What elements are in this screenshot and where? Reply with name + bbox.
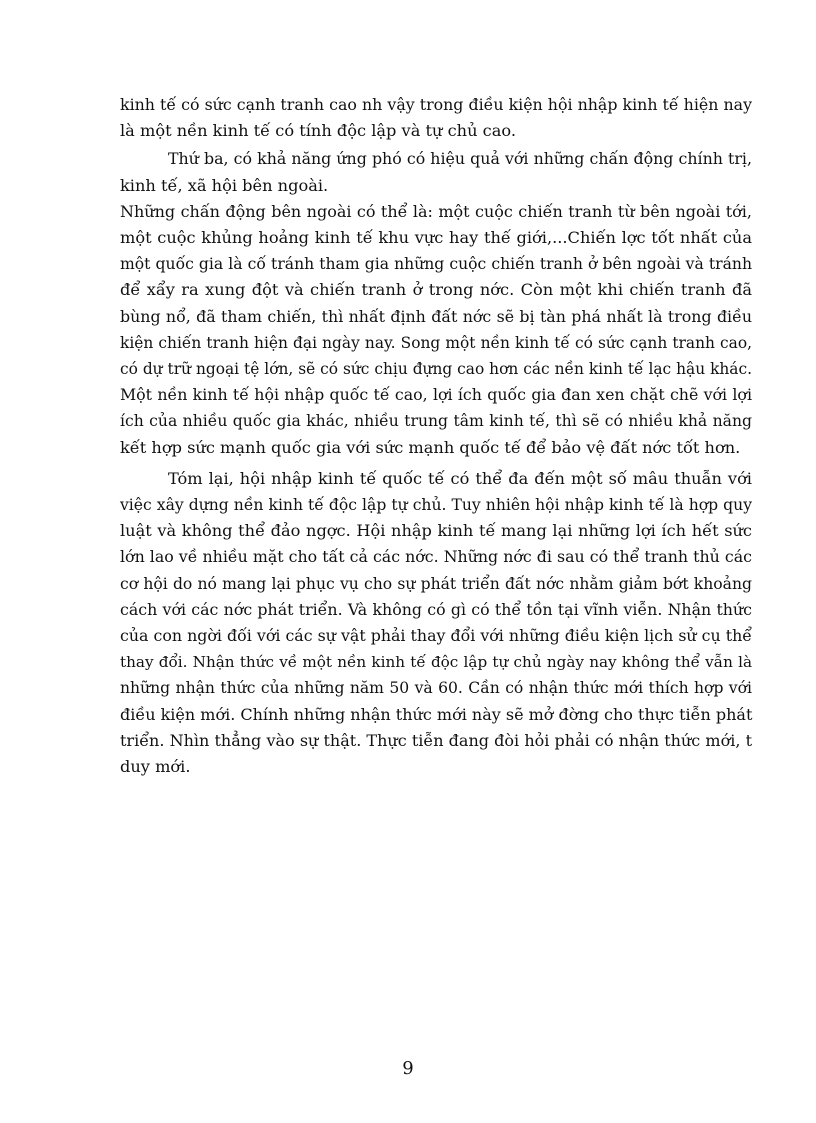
- paragraph: [120, 92, 752, 144]
- text-line: kinh tế có sức cạnh tranh cao nh vậy trong điều kiện hội nhập kinh tế hiện nay: [120, 95, 752, 114]
- text-line: lớn lao về nhiều mặt cho tất cả các nớc. Những nớc đi sau có thể tranh thủ các: [120, 547, 752, 567]
- body-text: [120, 92, 752, 780]
- text-line: một cuộc khủng hoảng kinh tế khu vực hay thế giới,...Chiến lợc tốt nhất của: [120, 228, 752, 248]
- text-line: cơ hội do nó mang lại phục vụ cho sự phát triển đất nớc nhằm giảm bớt khoảng: [120, 574, 752, 593]
- text-line: của con ngời đối với các sự vật phải thay đổi với những điều kiện lịch sử cụ thể: [120, 626, 752, 646]
- text-line: Tóm lại, hội nhập kinh tế quốc tế có thể đa đến một số mâu thuẫn với: [168, 468, 752, 488]
- text-line: có dự trữ ngoại tệ lớn, sẽ có sức chịu đựng cao hơn các nền kinh tế lạc hậu khác.: [120, 360, 752, 379]
- text-line: Một nền kinh tế hội nhập quốc tế cao, lợi ích quốc gia đan xen chặt chẽ với lợi: [120, 385, 752, 405]
- text-line: thay đổi. Nhận thức về một nền kinh tế độc lập tự chủ ngày nay không thể vẫn là: [120, 653, 752, 672]
- text-line: những nhận thức của những năm 50 và 60. Cần có nhận thức mới thích hợp với: [120, 679, 752, 698]
- text-line: kinh tế, xã hội bên ngoài.: [120, 175, 329, 195]
- text-line: kiện chiến tranh hiện đại ngày nay. Song một nền kinh tế có sức cạnh tranh cao,: [120, 333, 752, 352]
- text-line: việc xây dựng nền kinh tế độc lập tự chủ. Tuy nhiên hội nhập kinh tế là hợp quy: [120, 496, 752, 515]
- paragraph: [120, 146, 752, 198]
- paragraph: [120, 466, 752, 780]
- text-line: triển. Nhìn thẳng vào sự thật. Thực tiễn đang đòi hỏi phải có nhận thức mới, t: [120, 730, 752, 750]
- text-line: một quốc gia là cố tránh tham gia những cuộc chiến tranh ở bên ngoài và tránh: [120, 255, 752, 274]
- text-line: cách với các nớc phát triển. Và không có gì có thể tồn tại vĩnh viễn. Nhận thức: [120, 599, 752, 619]
- paragraph: [120, 199, 752, 461]
- text-line: duy mới.: [120, 757, 191, 777]
- text-line: là một nền kinh tế có tính độc lập và tự chủ cao.: [120, 121, 516, 141]
- text-line: điều kiện mới. Chính những nhận thức mới này sẽ mở đờng cho thực tiễn phát: [120, 704, 753, 724]
- text-line: ích của nhiều quốc gia khác, nhiều trung tâm kinh tế, thì sẽ có nhiều khả năng: [120, 412, 752, 431]
- text-line: Thứ ba, có khả năng ứng phó có hiệu quả với những chấn động chính trị,: [168, 149, 752, 169]
- text-line: để xẩy ra xung đột và chiến tranh ở trong nớc. Còn một khi chiến tranh đã: [120, 280, 752, 300]
- page-number: 9: [402, 1058, 414, 1079]
- text-line: Những chấn động bên ngoài có thể là: một cuộc chiến tranh từ bên ngoài tới,: [120, 201, 752, 221]
- text-line: bùng nổ, đã tham chiến, thì nhất định đất nớc sẽ bị tàn phá nhất là trong điều: [120, 306, 752, 326]
- text-line: kết hợp sức mạnh quốc gia với sức mạnh quốc tế để bảo vệ đất nớc tốt hơn.: [120, 437, 741, 457]
- text-line: luật và không thể đảo ngợc. Hội nhập kinh tế mang lại những lợi ích hết sức: [120, 521, 752, 541]
